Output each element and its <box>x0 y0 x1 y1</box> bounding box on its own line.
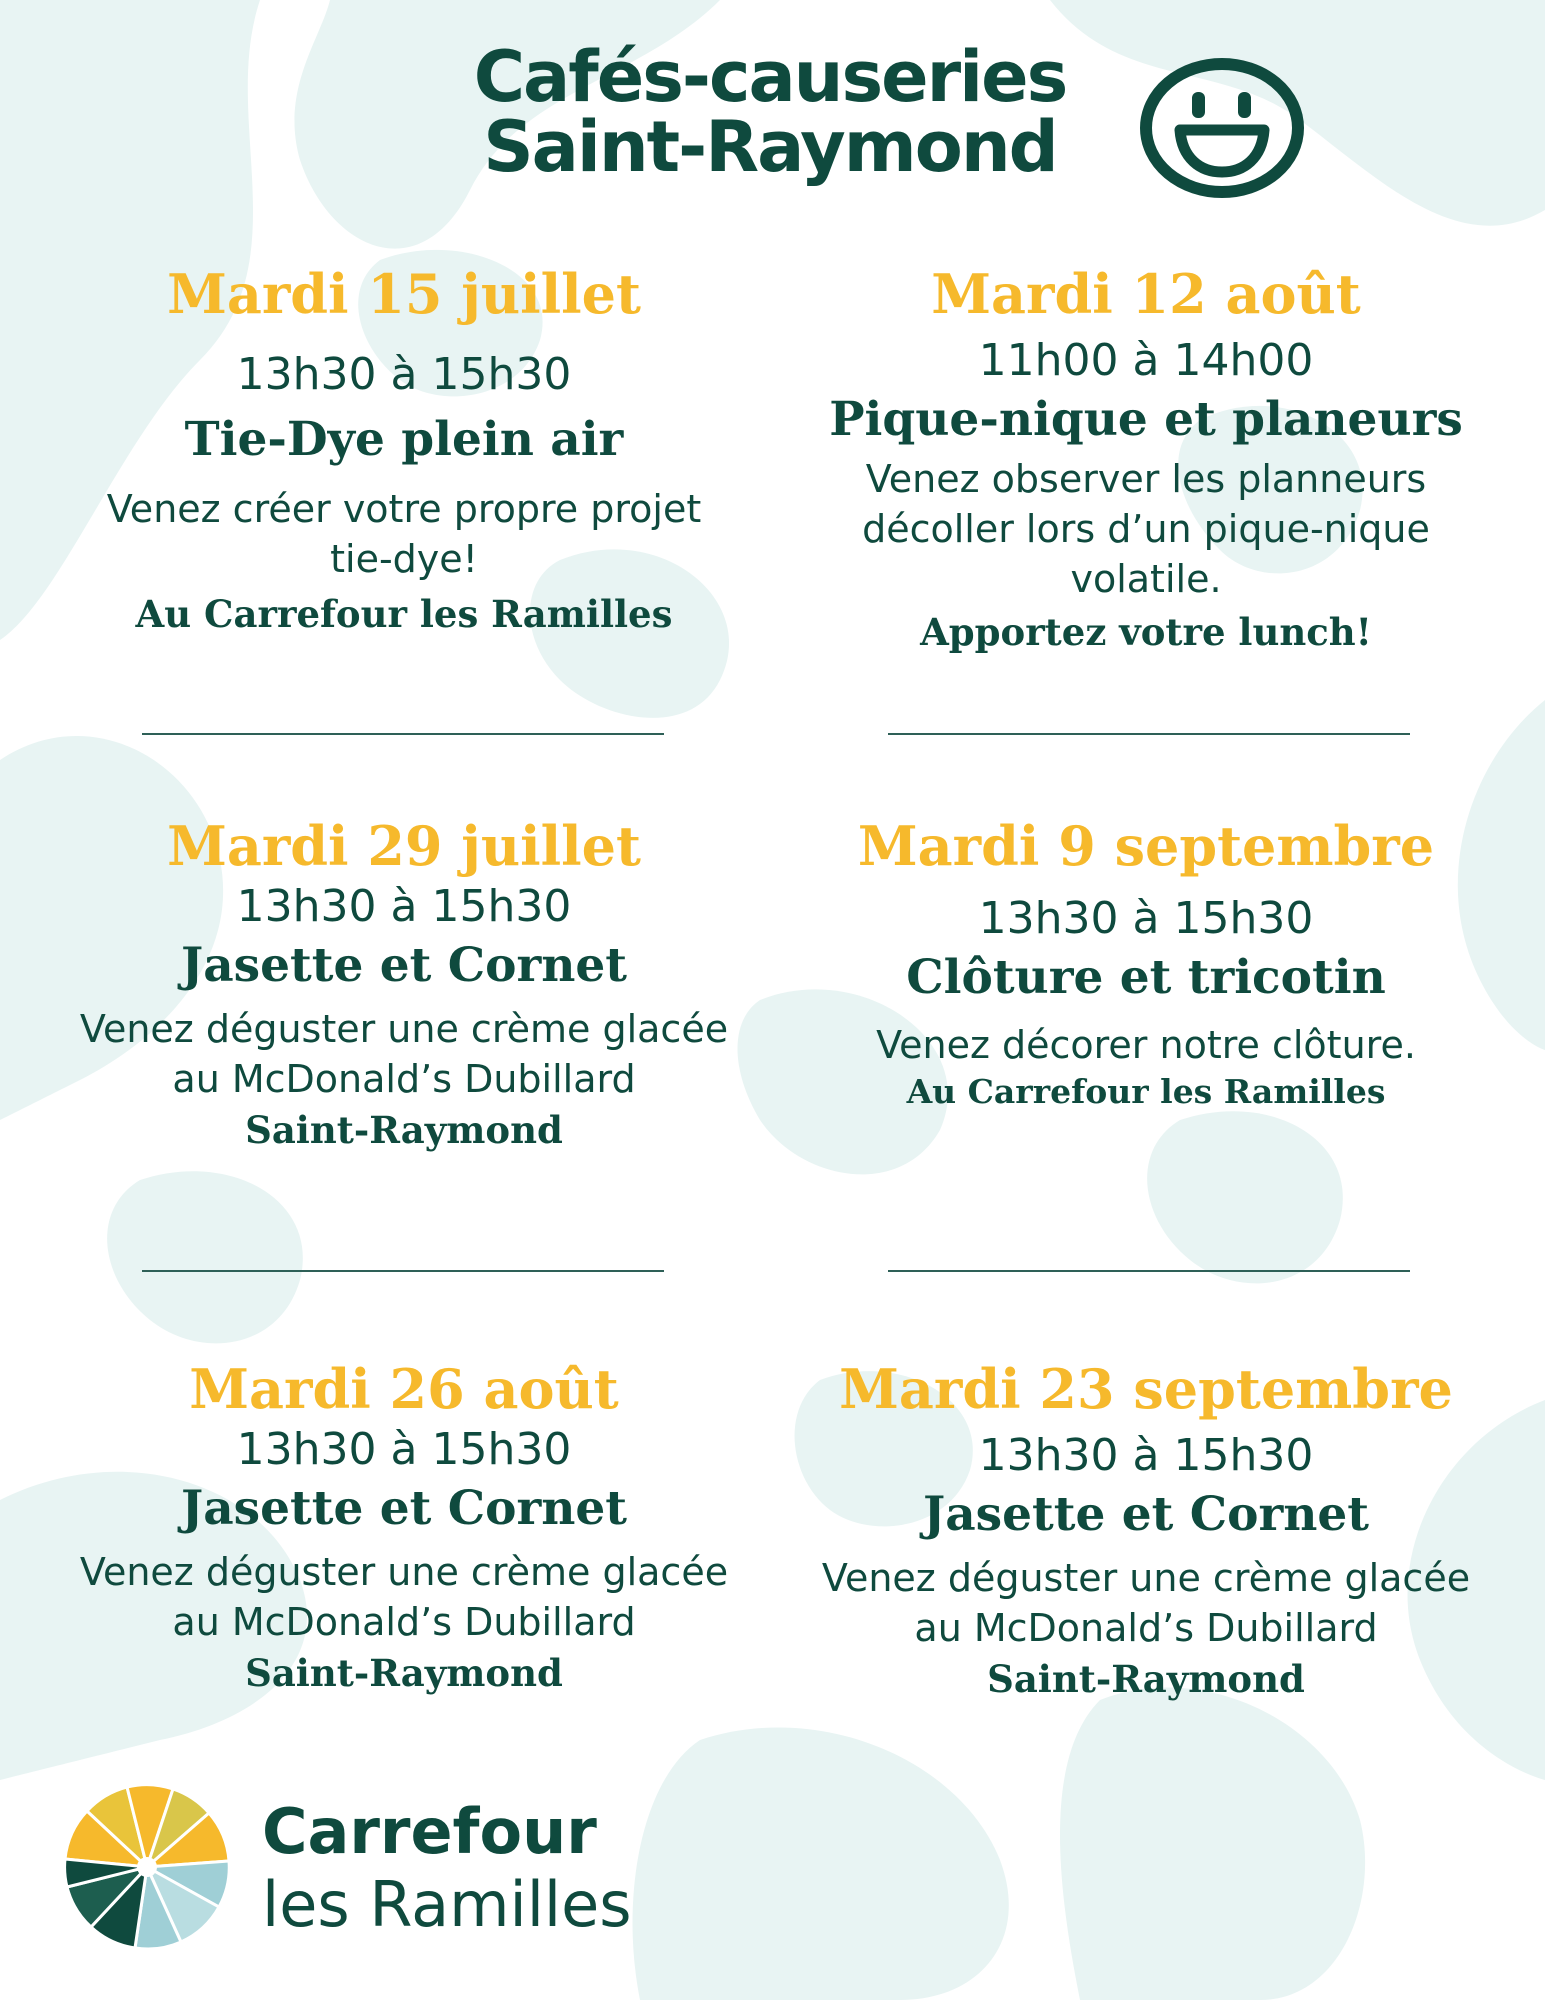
event-time: 13h30 à 15h30 <box>236 349 572 400</box>
event-description-line: au McDonald’s Dubillard <box>172 1600 636 1644</box>
separator-line <box>142 1270 664 1272</box>
event-name: Pique-nique et planeurs <box>829 392 1463 447</box>
event-description <box>776 1553 1516 1653</box>
event-card-6 <box>776 1357 1516 1705</box>
event-date: Mardi 26 août <box>189 1357 619 1421</box>
event-description <box>776 1020 1516 1070</box>
event-time: 13h30 à 15h30 <box>978 1430 1314 1481</box>
event-location: Au Carrefour les Ramilles <box>906 1072 1386 1111</box>
event-date: Mardi 12 août <box>931 262 1361 326</box>
separator-line <box>888 733 1410 735</box>
event-card-5 <box>34 1357 774 1699</box>
event-card-4 <box>776 814 1516 1114</box>
event-time: 13h30 à 15h30 <box>236 881 572 932</box>
event-description-line: décoller lors d’un pique-nique <box>862 507 1430 551</box>
event-name: Jasette et Cornet <box>180 938 628 993</box>
brand-subtitle: les Ramilles <box>262 1868 632 1941</box>
smiley-face-icon <box>1138 58 1306 198</box>
title-line-2: Saint-Raymond <box>483 106 1057 188</box>
event-location: Saint-Raymond <box>245 1108 563 1152</box>
separator-line <box>142 733 664 735</box>
event-location: Saint-Raymond <box>245 1651 563 1695</box>
event-name: Tie-Dye plein air <box>184 412 624 467</box>
event-description <box>34 1004 774 1104</box>
brand-name: Carrefour <box>262 1795 597 1868</box>
event-card-1 <box>34 262 774 640</box>
event-date: Mardi 15 juillet <box>167 262 641 326</box>
event-description-line: Venez observer les planneurs <box>865 457 1427 501</box>
event-time: 13h30 à 15h30 <box>236 1424 572 1475</box>
event-location: Saint-Raymond <box>987 1657 1305 1701</box>
event-name: Jasette et Cornet <box>922 1487 1370 1542</box>
event-location: Au Carrefour les Ramilles <box>135 592 673 636</box>
event-description <box>776 454 1516 604</box>
event-description-line: Venez déguster une crème glacée <box>79 1007 729 1051</box>
event-date: Mardi 23 septembre <box>839 1357 1453 1421</box>
event-description-line: Venez créer votre propre projet <box>106 487 702 531</box>
sunburst-logo-icon <box>62 1782 232 1952</box>
event-name: Jasette et Cornet <box>180 1481 628 1536</box>
event-description-line: volatile. <box>1070 557 1222 601</box>
event-description-line: Venez déguster une crème glacée <box>821 1556 1471 1600</box>
event-description-line: au McDonald’s Dubillard <box>172 1057 636 1101</box>
event-description <box>34 484 774 584</box>
event-description-line: au McDonald’s Dubillard <box>914 1606 1378 1650</box>
event-time: 11h00 à 14h00 <box>978 335 1314 386</box>
event-description-line: Venez déguster une crème glacée <box>79 1550 729 1594</box>
event-description-line: Venez décorer notre clôture. <box>876 1023 1416 1067</box>
title-line-1: Cafés-causeries <box>473 36 1067 118</box>
event-date: Mardi 9 septembre <box>857 814 1435 878</box>
event-time: 13h30 à 15h30 <box>978 893 1314 944</box>
event-description <box>34 1547 774 1647</box>
event-card-3 <box>34 814 774 1156</box>
event-note: Apportez votre lunch! <box>920 610 1372 654</box>
separator-line <box>888 1270 1410 1272</box>
event-name: Clôture et tricotin <box>906 950 1386 1005</box>
page-title <box>420 36 1120 188</box>
event-date: Mardi 29 juillet <box>167 814 641 878</box>
event-card-2 <box>776 262 1516 658</box>
event-description-line: tie-dye! <box>330 537 478 581</box>
